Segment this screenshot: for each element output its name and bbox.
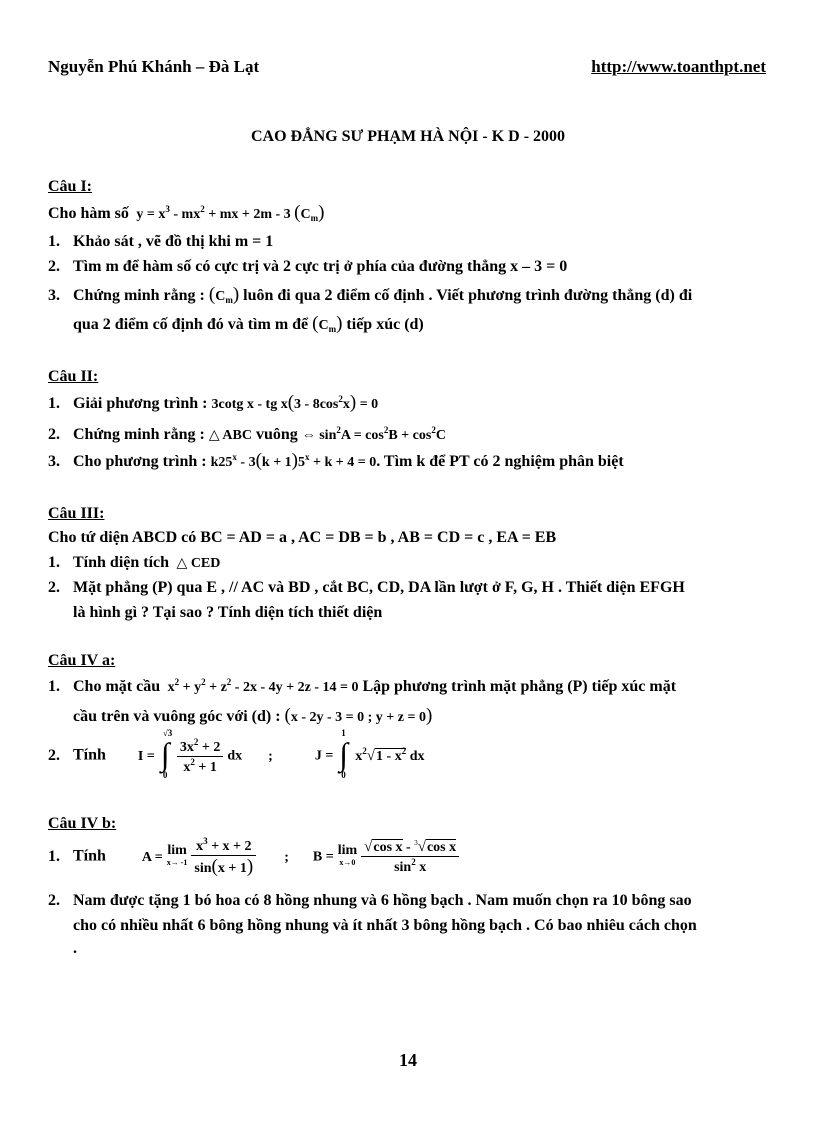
cau-2-item-1: 1. Giải phương trình : 3cotg x - tg $x(3 - 8\cos^2x) = 0$ — [48, 392, 379, 413]
section-cau-1-heading: Câu I: — [48, 178, 93, 195]
limit-A-fraction: $\frac{x^3 + x + 2}{\sin(x + 1)}$ — [191, 836, 256, 878]
cau-3-item-1: 1. Tính diện tích △ CED — [48, 554, 221, 571]
cau-1-intro: Cho hàm số $y = x^3 - mx^2$ + mx + 2m - 3 $(C_m)$ — [48, 202, 325, 223]
page-number: 14 — [399, 1050, 417, 1070]
integral-I-fraction: $\frac{3x^2 + 2}{x^2 + 1}$ — [177, 737, 223, 776]
cau-1-item-3-cont: qua 2 điểm cố định đó và tìm m để $(C_m)$ tiếp xúc (d) — [73, 313, 424, 334]
function-formula: $y = x^3 - mx^2$ + mx + 2m - 3 $(C_m)$ — [132, 202, 325, 223]
cau-2-item-2: 2. Chứng minh rằng : △ ABC vuông ⇔ $\sin^2A = \cos^2B + \cos^2C$ — [48, 425, 446, 443]
cau-4a-item-1: 1. Cho mặt cầu $x^2 + y^2 + z^2 - 2x - 4y + 2z - 14 = 0$ Lập phương trình mặt phẳng (P) tiếp xúc mặt — [48, 677, 677, 695]
cau-3-item-2-cont: là hình gì ? Tại sao ? Tính diện tích thiết diện — [73, 604, 383, 621]
section-cau-4b-heading: Câu IV b: — [48, 815, 117, 832]
integral-sign: ∫ √3 0 — [160, 728, 173, 780]
cau-4b-item-1: 1. Tính A = lim x→ -1 $\frac{x^3 + x + 2}{\sin(x + 1)}$ ; B = lim x→0 $\frac{√\cos x - ^3√\cos x}{\sin^2 x}$ — [48, 836, 459, 878]
section-cau-2-heading: Câu II: — [48, 368, 99, 385]
cau-1-item-1: 1. Khảo sát , vẽ đồ thị khi m = 1 — [48, 233, 274, 250]
cau-3-item-2: 2. Mặt phẳng (P) qua E , // AC và BD , cắt BC, CD, DA lần lượt ở F, G, H . Thiết diện EFGH — [48, 579, 685, 596]
integral-sign: ∫ 1 0 — [339, 728, 349, 780]
cau-4a-item-2: 2. Tính I = ∫ √3 0 $\frac{3x^2 + 2}{x^2 + 1}$ dx ; J = ∫ 1 0 $x^2√1 - x^2$ dx — [48, 728, 425, 780]
cau-1-item-3: 3. Chứng minh rằng : $(C_m)$ luôn đi qua 2 điểm cố định . Viết phương trình đường thẳng (d) đi — [48, 284, 693, 305]
limit-B-fraction: $\frac{√\cos x - ^3√\cos x}{\sin^2 x}$ — [361, 839, 459, 876]
header-author: Nguyễn Phú Khánh – Đà Lạt — [48, 57, 260, 76]
section-cau-4a-heading: Câu IV a: — [48, 652, 116, 669]
page-title: CAO ĐẲNG SƯ PHẠM HÀ NỘI - K D - 2000 — [250, 128, 566, 145]
section-cau-3-heading: Câu III: — [48, 505, 105, 522]
limit-A: lim x→ -1 — [166, 843, 188, 867]
cau-1-item-2: 2. Tìm m để hàm số có cực trị và 2 cực trị ở phía của đường thẳng x – 3 = 0 — [48, 258, 568, 275]
cau-4b-item-2-cont-2: . — [73, 940, 77, 957]
cau-4a-item-1-cont: cầu trên và vuông góc với (d) : (x - 2y - 3 = 0 ; y + z = 0) — [73, 705, 433, 726]
header-website-link[interactable]: http://www.toanthpt.net — [591, 57, 766, 76]
cau-4b-item-2: 2. Nam được tặng 1 bó hoa có 8 hồng nhung và 6 hồng bạch . Nam muốn chọn ra 10 bông sao — [48, 892, 692, 909]
cau-4b-item-2-cont: cho có nhiều nhất 6 bông hồng nhung và ít nhất 3 bông hồng bạch . Có bao nhiêu cách chọn — [73, 917, 697, 934]
cau-2-item-3: 3. Cho phương trình : $k25^x - 3(k + 1)5^x + k + 4 = 0$. Tìm k để PT có 2 nghiệm phân biệt — [48, 450, 624, 471]
limit-B: lim x→0 — [337, 843, 358, 867]
cau-3-intro: Cho tứ diện ABCD có BC = AD = a , AC = DB = b , AB = CD = c , EA = EB — [48, 529, 557, 546]
